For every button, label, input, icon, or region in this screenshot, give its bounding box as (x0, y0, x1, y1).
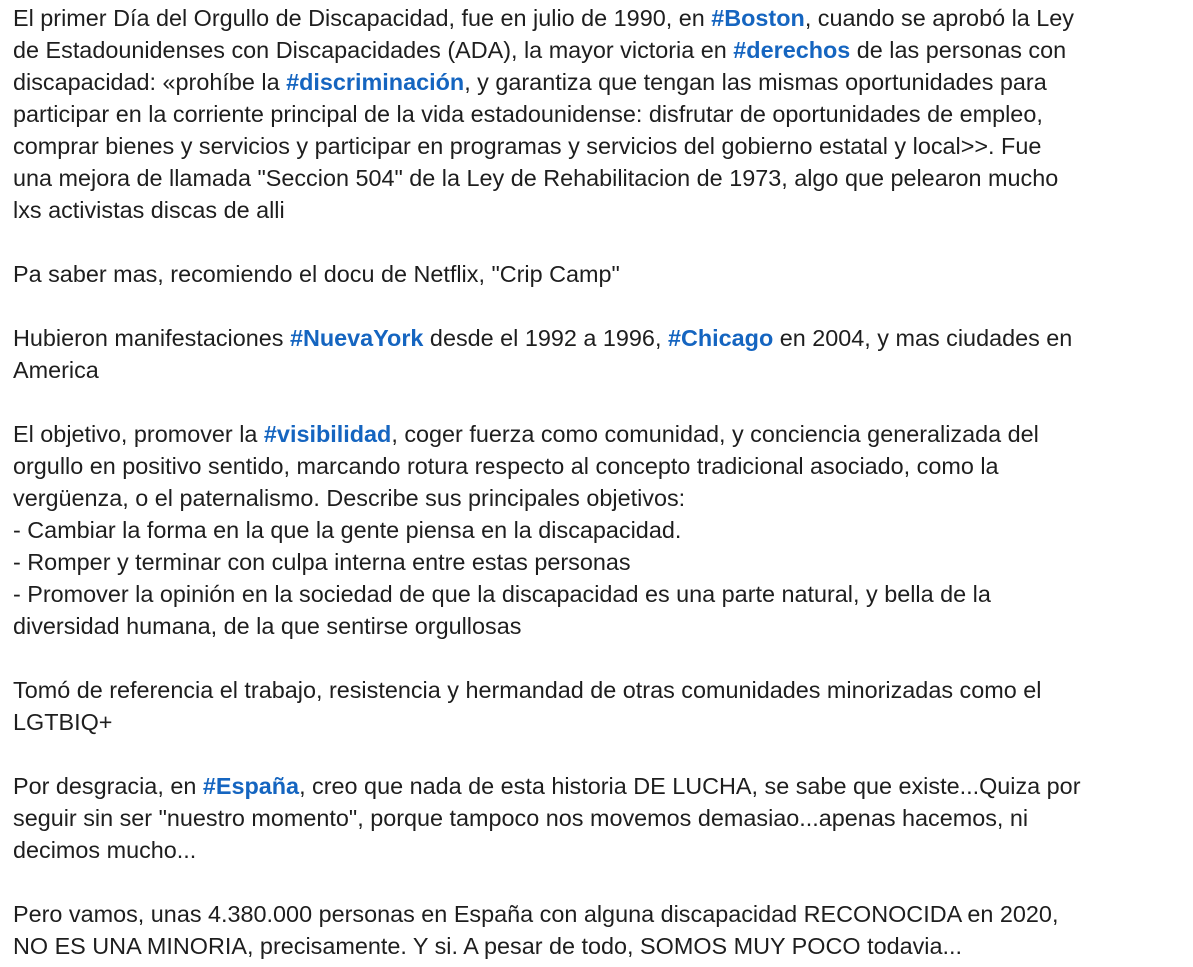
text-segment: Pero vamos, unas 4.380.000 personas en España con alguna discapacidad RECONOCIDA en 2020, (13, 901, 1059, 927)
text-line (13, 898, 1185, 930)
text-segment: lxs activistas discas de alli (13, 197, 285, 223)
text-line (13, 322, 1185, 354)
text-segment: Por desgracia, en (13, 773, 203, 799)
text-line (13, 546, 1185, 578)
text-line (13, 2, 1185, 34)
post-paragraph (13, 322, 1185, 386)
text-line (13, 66, 1185, 98)
hashtag-link[interactable]: #NuevaYork (289, 325, 424, 351)
text-line (13, 98, 1185, 130)
text-line (13, 610, 1185, 642)
text-segment: participar en la corriente principal de la vida estadounidense: disfrutar de oportunidades de empleo, (13, 101, 1043, 127)
text-segment: - Romper y terminar con culpa interna entre estas personas (13, 549, 631, 575)
text-segment: Tomó de referencia el trabajo, resistencia y hermandad de otras comunidades minorizadas como el (13, 677, 1042, 703)
post-paragraph (13, 898, 1185, 962)
post-paragraph (13, 2, 1185, 226)
hashtag-link[interactable]: #Chicago (667, 325, 774, 351)
text-segment: una mejora de llamada "Seccion 504" de la Ley de Rehabilitacion de 1973, algo que pelearon mucho (13, 165, 1059, 191)
text-segment: Pa saber mas, recomiendo el docu de Netflix, "Crip Camp" (13, 261, 620, 287)
text-line (13, 834, 1185, 866)
text-line (13, 578, 1185, 610)
text-segment: orgullo en positivo sentido, marcando rotura respecto al concepto tradicional asociado, como la (13, 453, 999, 479)
text-segment: , y garantiza que tengan las mismas oportunidades para (464, 69, 1047, 95)
text-segment: Hubieron manifestaciones (13, 325, 290, 351)
post-paragraph (13, 770, 1185, 866)
text-line (13, 258, 1185, 290)
text-line (13, 162, 1185, 194)
hashtag-link[interactable]: #discriminación (286, 69, 465, 95)
text-line (13, 706, 1185, 738)
text-segment: de Estadounidenses con Discapacidades (ADA), la mayor victoria en (13, 37, 734, 63)
text-segment: - Promover la opinión en la sociedad de que la discapacidad es una parte natural, y bella de la (13, 581, 991, 607)
text-line (13, 354, 1185, 386)
text-segment: discapacidad: «prohíbe la (13, 69, 287, 95)
text-line (13, 482, 1185, 514)
text-line (13, 194, 1185, 226)
text-segment: de las personas con (850, 37, 1067, 63)
text-segment: decimos mucho... (13, 837, 197, 863)
text-segment: seguir sin ser "nuestro momento", porque tampoco nos movemos demasiao...apenas hacemos, ni (13, 805, 1029, 831)
text-segment: El objetivo, promover la (13, 421, 264, 447)
hashtag-link[interactable]: #Boston (711, 5, 805, 31)
post-body (13, 0, 1185, 962)
text-segment: vergüenza, o el paternalismo. Describe sus principales objetivos: (13, 485, 686, 511)
text-segment: diversidad humana, de la que sentirse orgullosas (13, 613, 522, 639)
text-line (13, 130, 1185, 162)
post-paragraph (13, 674, 1185, 738)
text-line (13, 674, 1185, 706)
text-segment: LGTBIQ+ (13, 709, 113, 735)
hashtag-link[interactable]: #España (202, 773, 300, 799)
text-line (13, 418, 1185, 450)
text-segment: en 2004, y mas ciudades en (773, 325, 1073, 351)
hashtag-link[interactable]: #visibilidad (263, 421, 392, 447)
text-line (13, 34, 1185, 66)
text-line (13, 930, 1185, 962)
text-segment: NO ES UNA MINORIA, precisamente. Y si. A pesar de todo, SOMOS MUY POCO todavia... (13, 933, 962, 959)
text-segment: America (13, 357, 99, 383)
text-line (13, 802, 1185, 834)
text-segment: , creo que nada de esta historia DE LUCHA, se sabe que existe...Quiza por (299, 773, 1081, 799)
text-line (13, 770, 1185, 802)
text-segment: El primer Día del Orgullo de Discapacidad, fue en julio de 1990, en (13, 5, 712, 31)
text-segment: , cuando se aprobó la Ley (804, 5, 1074, 31)
text-segment: , coger fuerza como comunidad, y conciencia generalizada del (391, 421, 1039, 447)
text-segment: comprar bienes y servicios y participar en programas y servicios del gobierno estatal y local>>. Fue (13, 133, 1042, 159)
post-paragraph (13, 418, 1185, 642)
text-line (13, 450, 1185, 482)
post-paragraph (13, 258, 1185, 290)
hashtag-link[interactable]: #derechos (733, 37, 851, 63)
text-line (13, 514, 1185, 546)
text-segment: desde el 1992 a 1996, (423, 325, 668, 351)
text-segment: - Cambiar la forma en la que la gente piensa en la discapacidad. (13, 517, 682, 543)
